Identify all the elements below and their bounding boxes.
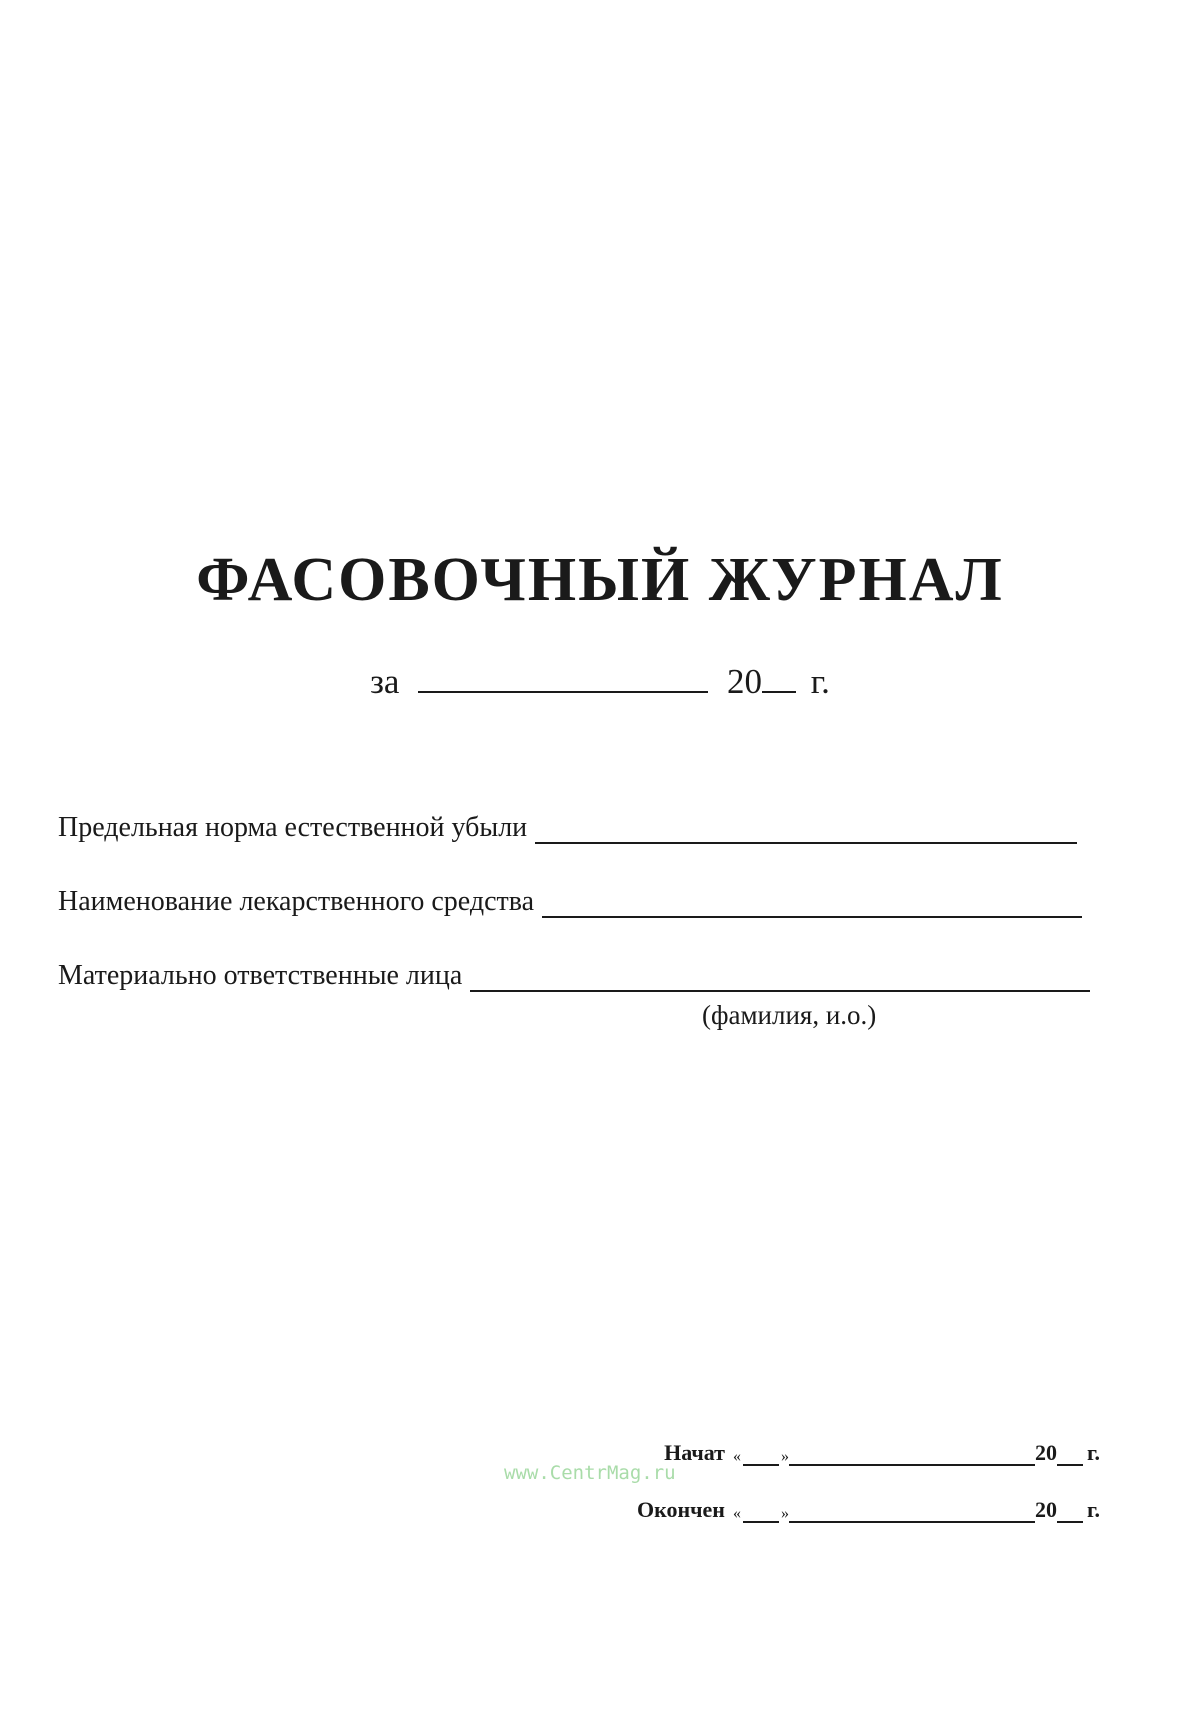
field-blank-line xyxy=(535,818,1077,844)
month-blank xyxy=(789,1446,1035,1466)
ended-label: Окончен xyxy=(636,1497,725,1522)
field-label: Предельная норма естественной убыли xyxy=(58,812,528,843)
watermark: www.CentrMag.ru xyxy=(504,1462,676,1484)
day-blank xyxy=(743,1446,779,1466)
field-hint: (фамилия, и.о.) xyxy=(702,1000,877,1030)
field-label: Наименование лекарственного средства xyxy=(58,886,535,917)
period-line xyxy=(0,662,1200,702)
field-loss-norm xyxy=(58,812,1077,844)
field-responsible-persons xyxy=(58,960,1090,992)
field-label: Материально ответственные лица xyxy=(58,960,463,991)
year-suffix: г. xyxy=(1086,1440,1100,1465)
started-date-line xyxy=(664,1440,1100,1466)
quote-close: » xyxy=(780,1505,789,1522)
year-suffix: г. xyxy=(1086,1497,1100,1522)
started-label: Начат xyxy=(664,1440,725,1465)
quote-open: « xyxy=(732,1448,741,1465)
year-prefix: 20 xyxy=(1034,1440,1057,1465)
field-blank-line xyxy=(542,892,1082,918)
ended-date-line xyxy=(637,1497,1100,1523)
month-blank xyxy=(789,1503,1035,1523)
period-blank xyxy=(418,663,708,693)
quote-close: » xyxy=(780,1448,789,1465)
year-prefix: 20 xyxy=(1034,1497,1057,1522)
day-blank xyxy=(743,1503,779,1523)
field-drug-name xyxy=(58,886,1082,918)
period-year-prefix: 20 xyxy=(726,662,762,701)
quote-open: « xyxy=(732,1505,741,1522)
period-year-blank xyxy=(762,663,796,693)
period-year-suffix: г. xyxy=(810,662,830,701)
field-blank-line xyxy=(470,966,1090,992)
document-title: ФАСОВОЧНЫЙ ЖУРНАЛ xyxy=(196,546,1004,614)
year-blank xyxy=(1057,1503,1083,1523)
period-prefix: за xyxy=(370,662,400,701)
year-blank xyxy=(1057,1446,1083,1466)
